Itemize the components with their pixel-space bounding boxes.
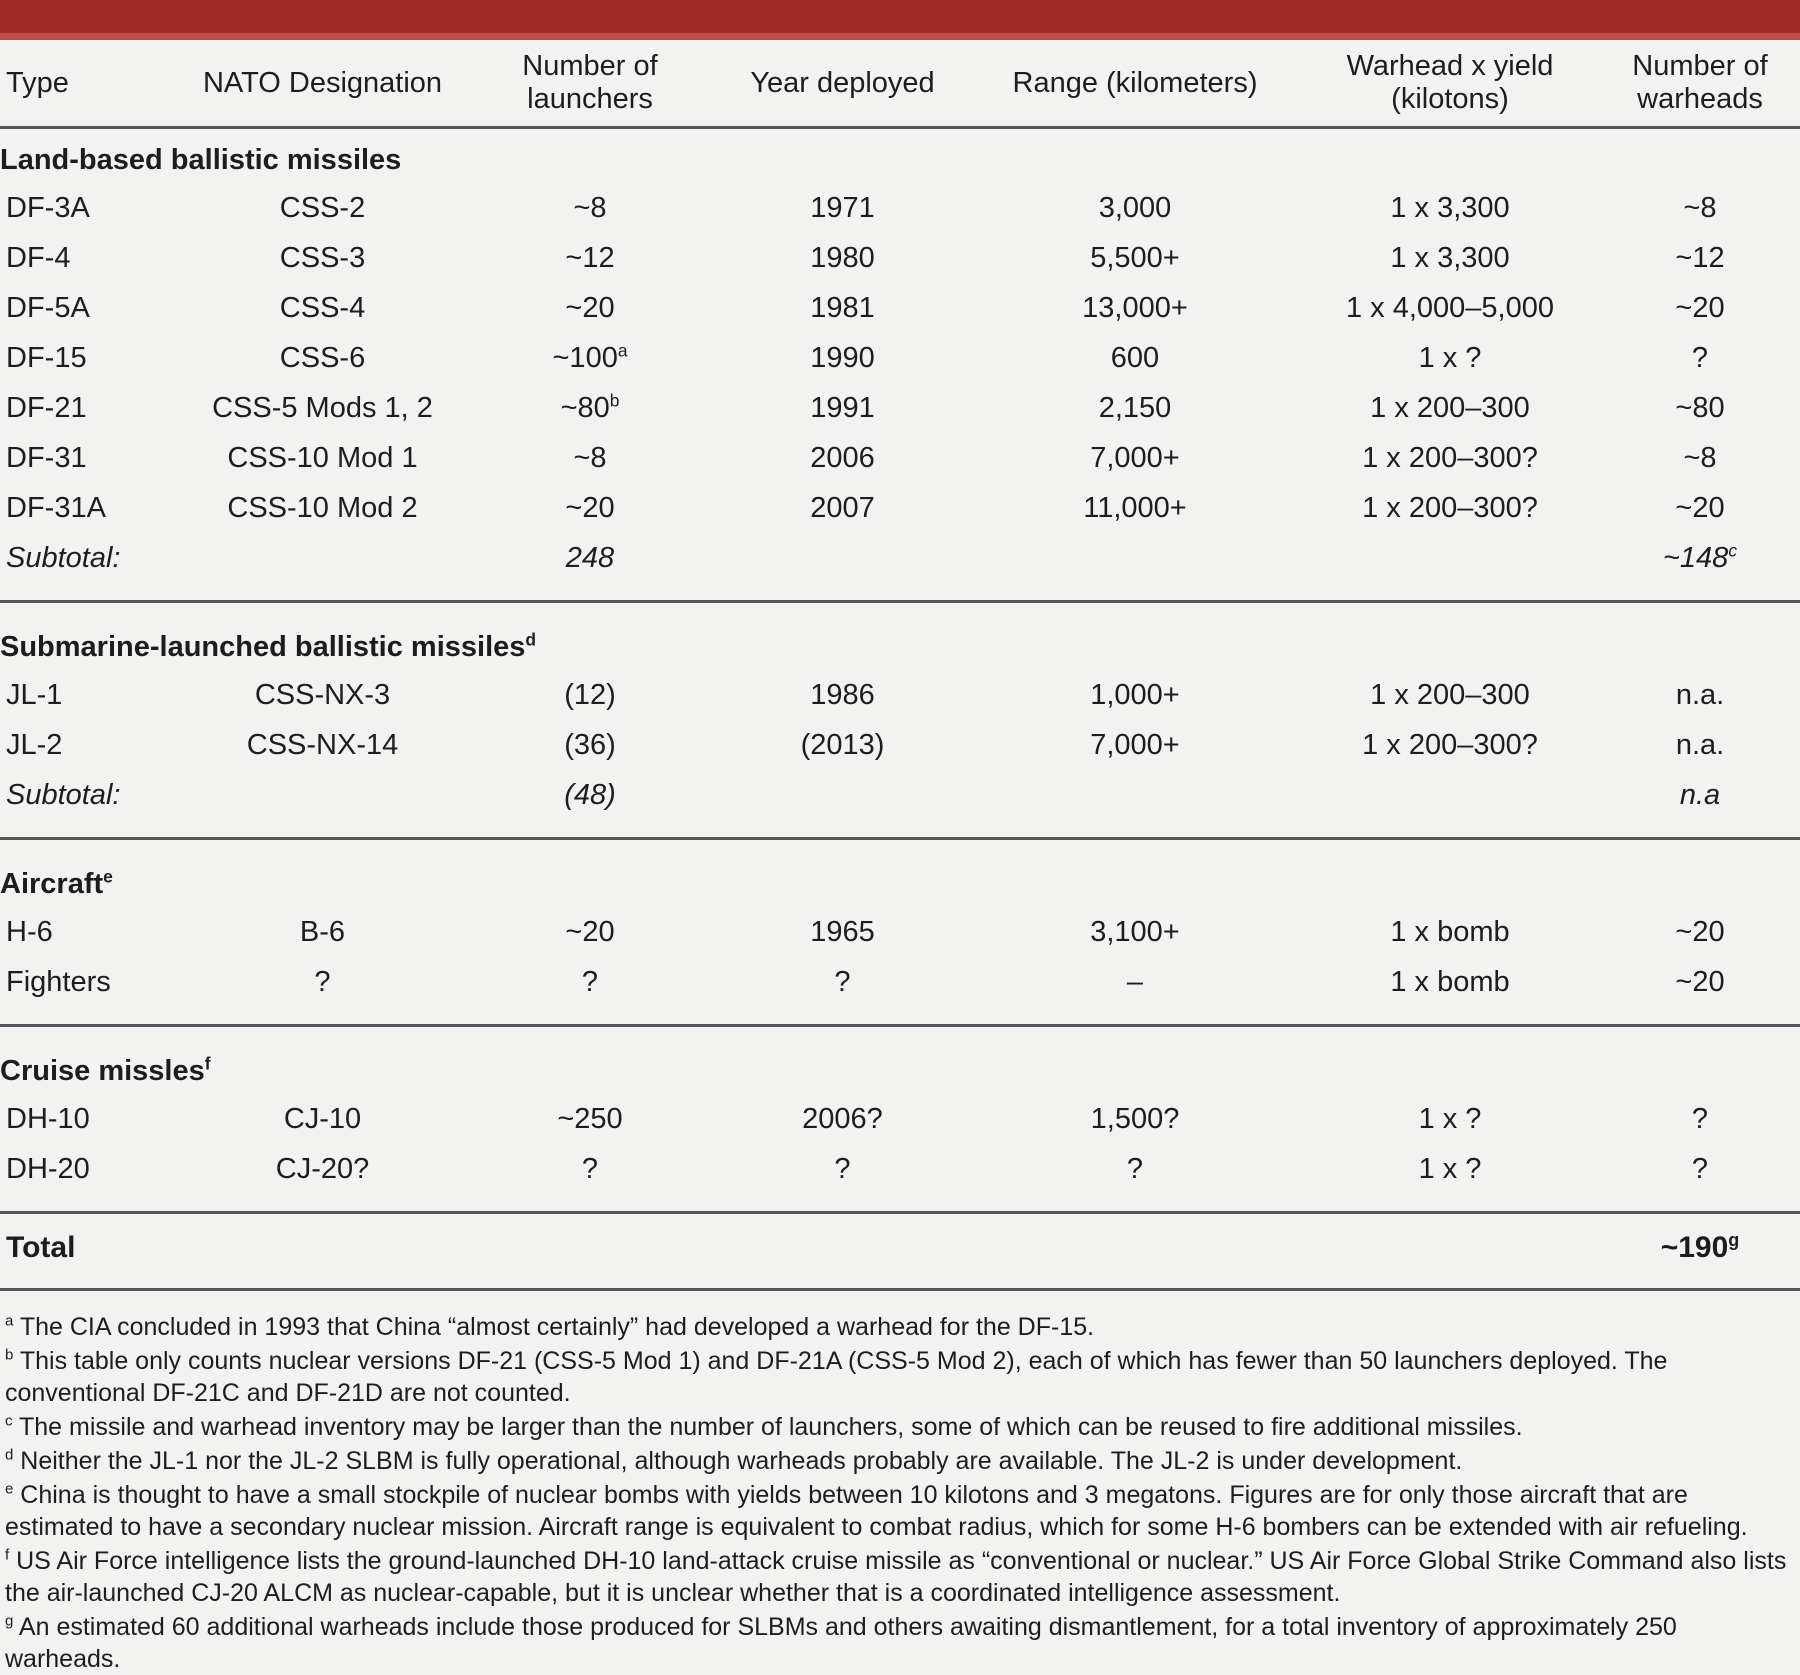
cell-year: ? bbox=[715, 957, 970, 1026]
footnote-b: $^b$ This table only counts nuclear versions DF-21 (CSS-5 Mod 1) and DF-21A (CSS-5 Mod 2), each of which has fewer than 50 launchers deployed. The conventional DF-21C and DF-21D are not counted. bbox=[5, 1346, 1668, 1407]
cell-warhead-yield: 1 x bomb bbox=[1300, 957, 1600, 1026]
table-row bbox=[0, 433, 1800, 483]
cell-launchers: (12) bbox=[564, 679, 616, 711]
footnote-marker-f: f bbox=[5, 1546, 10, 1564]
cell-nato: B-6 bbox=[299, 916, 346, 948]
cell-launchers: ~12 bbox=[565, 242, 615, 274]
cell-type: DH-10 bbox=[6, 1103, 90, 1135]
accent-bar-dark bbox=[0, 0, 1800, 33]
table-row bbox=[0, 1144, 1800, 1213]
cell-year: 1980 bbox=[810, 242, 875, 274]
cell-range: ? bbox=[970, 1144, 1300, 1213]
cell-warhead-yield: 1 x 200–300? bbox=[1362, 442, 1538, 474]
footnote-marker-b: b bbox=[5, 1346, 14, 1364]
cell-range: 600 bbox=[1110, 342, 1160, 374]
section-header-row bbox=[0, 128, 1800, 184]
cell-type: DF-31A bbox=[6, 492, 106, 524]
cell-empty bbox=[970, 533, 1300, 602]
table-row bbox=[0, 670, 1800, 720]
footnote-f: $^f$ US Air Force intelligence lists the ground-launched DH-10 land-attack cruise missile as “conventional or nuclear.” US Air Force Global Strike Command also lists the air-launched CJ-20 ALCM as nuclear-capable, but it is unclear whether that is a coordinated intelligence assessment. bbox=[5, 1546, 1787, 1607]
footnote-ref-b: b bbox=[609, 390, 620, 411]
cell-warhead-yield: 1 x 200–300? bbox=[1362, 492, 1538, 524]
col-header-range: Range (kilometers) bbox=[970, 40, 1300, 128]
footnote-marker-d: d bbox=[5, 1446, 14, 1464]
cell-empty bbox=[715, 533, 970, 602]
cell-nato: CSS-6 bbox=[279, 342, 366, 374]
header-row bbox=[0, 40, 1800, 128]
cell-empty bbox=[970, 1213, 1300, 1290]
col-header-launchers: Number of launchers bbox=[465, 40, 715, 128]
footnote-a: $^a$ The CIA concluded in 1993 that China “almost certainly” had developed a warhead for the DF-15. bbox=[5, 1312, 1095, 1341]
footnote-marker-c: c bbox=[5, 1412, 13, 1430]
cell-range: 2,150 bbox=[1098, 392, 1172, 424]
cell-nato: CSS-4 bbox=[279, 292, 366, 324]
cell-year: 1990 bbox=[810, 342, 875, 374]
footnote-e: $^e$ China is thought to have a small stockpile of nuclear bombs with yields between 10 kilotons and 3 megatons. Figures are for only those aircraft that are estimated to have a secondary nuclear mission. Aircraft range is equivalent to combat radius, which for some H-6 bombers can be extended with air refueling. bbox=[5, 1480, 1748, 1541]
cell-year: 1971 bbox=[810, 192, 875, 224]
cell-empty bbox=[715, 1213, 970, 1290]
cell-warheads: ~20 bbox=[1675, 492, 1725, 524]
col-header-warheads: Number of warheads bbox=[1600, 40, 1800, 128]
footnote-g: $^g$ An estimated 60 additional warheads include those produced for SLBMs and others awaiting dismantlement, for a total inventory of approximately 250 warheads. bbox=[5, 1612, 1677, 1673]
cell-type: JL-2 bbox=[6, 729, 63, 761]
cell-range: 11,000+ bbox=[1083, 492, 1187, 524]
cell-range: 7,000+ bbox=[1090, 442, 1180, 474]
table-row bbox=[0, 383, 1800, 433]
subtotal-warheads: ~148$^c$ bbox=[1600, 533, 1800, 602]
table-row bbox=[0, 333, 1800, 383]
cell-type: DF-21 bbox=[6, 392, 87, 424]
cell-year: 1991 bbox=[810, 392, 875, 424]
cell-launchers: ~20 bbox=[565, 292, 615, 324]
footnote-c: $^c$ The missile and warhead inventory may be larger than the number of launchers, some of which can be reused to fire additional missiles. bbox=[5, 1412, 1523, 1441]
cell-nato: ? bbox=[180, 957, 465, 1026]
section-title: Submarine-launched ballistic missiles$^d$ bbox=[0, 629, 537, 663]
cell-warhead-yield: 1 x 200–300 bbox=[1370, 679, 1530, 711]
cell-warheads: ? bbox=[1691, 342, 1709, 374]
cell-type: DH-20 bbox=[0, 1144, 180, 1213]
subtotal-label: Subtotal: bbox=[0, 770, 180, 839]
cell-warheads: ~8 bbox=[1683, 442, 1717, 474]
footnote-ref-f: f bbox=[204, 1053, 211, 1074]
col-header-nato-designation: NATO Designation bbox=[180, 40, 465, 128]
cell-type: DF-15 bbox=[6, 342, 87, 374]
cell-type: H-6 bbox=[6, 916, 53, 948]
cell-warhead-yield: 1 x 3,300 bbox=[1390, 242, 1510, 274]
cell-launchers: ~100$^a$ bbox=[552, 340, 628, 374]
cell-year: 1986 bbox=[810, 679, 875, 711]
cell-launchers: ~20 bbox=[565, 492, 615, 524]
cell-type: Fighters bbox=[0, 957, 180, 1026]
cell-warheads: n.a. bbox=[1675, 679, 1725, 711]
cell-warhead-yield: 1 x ? bbox=[1418, 342, 1482, 374]
cell-warheads: n.a. bbox=[1675, 729, 1725, 761]
cell-year: 1965 bbox=[810, 916, 875, 948]
section-title: Land-based ballistic missiles bbox=[0, 144, 402, 176]
cell-empty bbox=[465, 1213, 715, 1290]
cell-nato: CSS-3 bbox=[279, 242, 366, 274]
col-header-type: Type bbox=[0, 40, 180, 128]
section-title: Aircraft$^e$ bbox=[0, 866, 113, 900]
cell-nato: CSS-10 Mod 1 bbox=[227, 442, 418, 474]
total-label: Total bbox=[0, 1213, 180, 1290]
cell-type: DF-4 bbox=[6, 242, 71, 274]
subtotal-launchers: (48) bbox=[465, 770, 715, 839]
cell-type: DF-3A bbox=[6, 192, 90, 224]
cell-nato: CSS-2 bbox=[279, 192, 366, 224]
cell-type: DF-5A bbox=[6, 292, 90, 324]
cell-empty bbox=[180, 1213, 465, 1290]
cell-range: 1,500? bbox=[1090, 1103, 1180, 1135]
footnote-ref-d: d bbox=[525, 629, 537, 650]
cell-nato: CSS-NX-14 bbox=[246, 729, 399, 761]
cell-warhead-yield: 1 x ? bbox=[1418, 1103, 1482, 1135]
table-row bbox=[0, 183, 1800, 233]
col-header-warhead-yield: Warhead x yield (kilotons) bbox=[1300, 40, 1600, 128]
cell-nato: CSS-NX-3 bbox=[254, 679, 391, 711]
footnotes bbox=[0, 1291, 1800, 1675]
total-row bbox=[0, 1213, 1800, 1290]
cell-nato: CJ-10 bbox=[283, 1103, 362, 1135]
footnote-ref-g: g bbox=[1728, 1230, 1740, 1250]
cell-range: – bbox=[970, 957, 1300, 1026]
subtotal-row bbox=[0, 533, 1800, 602]
section-header-row bbox=[0, 602, 1800, 671]
cell-warhead-yield: 1 x 200–300 bbox=[1370, 392, 1530, 424]
cell-empty bbox=[970, 770, 1300, 839]
cell-warhead-yield: 1 x bomb bbox=[1390, 916, 1510, 948]
table-row bbox=[0, 483, 1800, 533]
cell-launchers: ? bbox=[465, 957, 715, 1026]
col-header-year-deployed: Year deployed bbox=[715, 40, 970, 128]
cell-empty bbox=[1300, 533, 1600, 602]
cell-empty bbox=[180, 770, 465, 839]
cell-launchers: ~20 bbox=[565, 916, 615, 948]
cell-type: DF-31 bbox=[6, 442, 87, 474]
cell-range: 13,000+ bbox=[1082, 292, 1188, 324]
cell-warheads: ? bbox=[1691, 1103, 1709, 1135]
total-warheads: ~190$^g$ bbox=[1600, 1213, 1800, 1290]
table-row bbox=[0, 720, 1800, 770]
cell-launchers: ~250 bbox=[557, 1103, 623, 1135]
accent-bar-light bbox=[0, 33, 1800, 40]
nuclear-forces-table bbox=[0, 40, 1800, 1291]
table-row bbox=[0, 907, 1800, 957]
top-accent-bar bbox=[0, 0, 1800, 40]
footnote-ref-e: e bbox=[103, 866, 113, 887]
section-header-row bbox=[0, 1026, 1800, 1095]
footnote-ref-c: c bbox=[1728, 540, 1738, 561]
cell-launchers: ~8 bbox=[573, 192, 607, 224]
cell-warheads: ? bbox=[1600, 1144, 1800, 1213]
cell-empty bbox=[1300, 770, 1600, 839]
section-title: Cruise missles$^f$ bbox=[0, 1053, 211, 1087]
cell-empty bbox=[1300, 1213, 1600, 1290]
footnote-marker-a: a bbox=[5, 1312, 14, 1330]
table-row bbox=[0, 283, 1800, 333]
cell-year: (2013) bbox=[800, 729, 885, 761]
table-row bbox=[0, 1094, 1800, 1144]
subtotal-launchers: 248 bbox=[465, 533, 715, 602]
cell-range: 3,000 bbox=[1098, 192, 1172, 224]
section-header-row bbox=[0, 839, 1800, 908]
cell-year: 2006 bbox=[810, 442, 875, 474]
table-row bbox=[0, 957, 1800, 1026]
cell-year: ? bbox=[715, 1144, 970, 1213]
cell-warheads: ~8 bbox=[1683, 192, 1717, 224]
cell-nato: CSS-5 Mods 1, 2 bbox=[212, 392, 433, 424]
cell-year: 2006? bbox=[802, 1103, 883, 1135]
cell-warheads: ~20 bbox=[1675, 292, 1725, 324]
cell-warhead-yield: 1 x ? bbox=[1300, 1144, 1600, 1213]
cell-warheads: ~12 bbox=[1675, 242, 1725, 274]
cell-warhead-yield: 1 x 200–300? bbox=[1362, 729, 1538, 761]
cell-warheads: ~80 bbox=[1675, 392, 1725, 424]
cell-launchers: ~8 bbox=[573, 442, 607, 474]
cell-year: 1981 bbox=[810, 292, 875, 324]
cell-nato: CSS-10 Mod 2 bbox=[227, 492, 418, 524]
cell-launchers: (36) bbox=[564, 729, 616, 761]
cell-warheads: ~20 bbox=[1675, 916, 1725, 948]
cell-nato: CJ-20? bbox=[180, 1144, 465, 1213]
cell-warheads: ~20 bbox=[1600, 957, 1800, 1026]
footnote-marker-e: e bbox=[5, 1480, 14, 1498]
cell-empty bbox=[180, 533, 465, 602]
cell-range: 7,000+ bbox=[1090, 729, 1180, 761]
cell-warhead-yield: 1 x 3,300 bbox=[1390, 192, 1510, 224]
cell-year: 2007 bbox=[810, 492, 875, 524]
cell-range: 1,000+ bbox=[1090, 679, 1180, 711]
footnote-ref-a: a bbox=[617, 340, 628, 361]
subtotal-label: Subtotal: bbox=[0, 533, 180, 602]
subtotal-warheads: n.a bbox=[1600, 770, 1800, 839]
table-row bbox=[0, 233, 1800, 283]
cell-launchers: ? bbox=[465, 1144, 715, 1213]
cell-launchers: ~80$^b$ bbox=[560, 390, 620, 424]
footnote-marker-g: g bbox=[5, 1612, 14, 1630]
subtotal-row bbox=[0, 770, 1800, 839]
cell-empty bbox=[715, 770, 970, 839]
cell-range: 5,500+ bbox=[1090, 242, 1180, 274]
cell-warhead-yield: 1 x 4,000–5,000 bbox=[1345, 292, 1554, 324]
cell-type: JL-1 bbox=[6, 679, 63, 711]
footnote-d: $^d$ Neither the JL-1 nor the JL-2 SLBM is fully operational, although warheads probably are available. The JL-2 is under development. bbox=[5, 1446, 1463, 1475]
cell-range: 3,100+ bbox=[1090, 916, 1180, 948]
